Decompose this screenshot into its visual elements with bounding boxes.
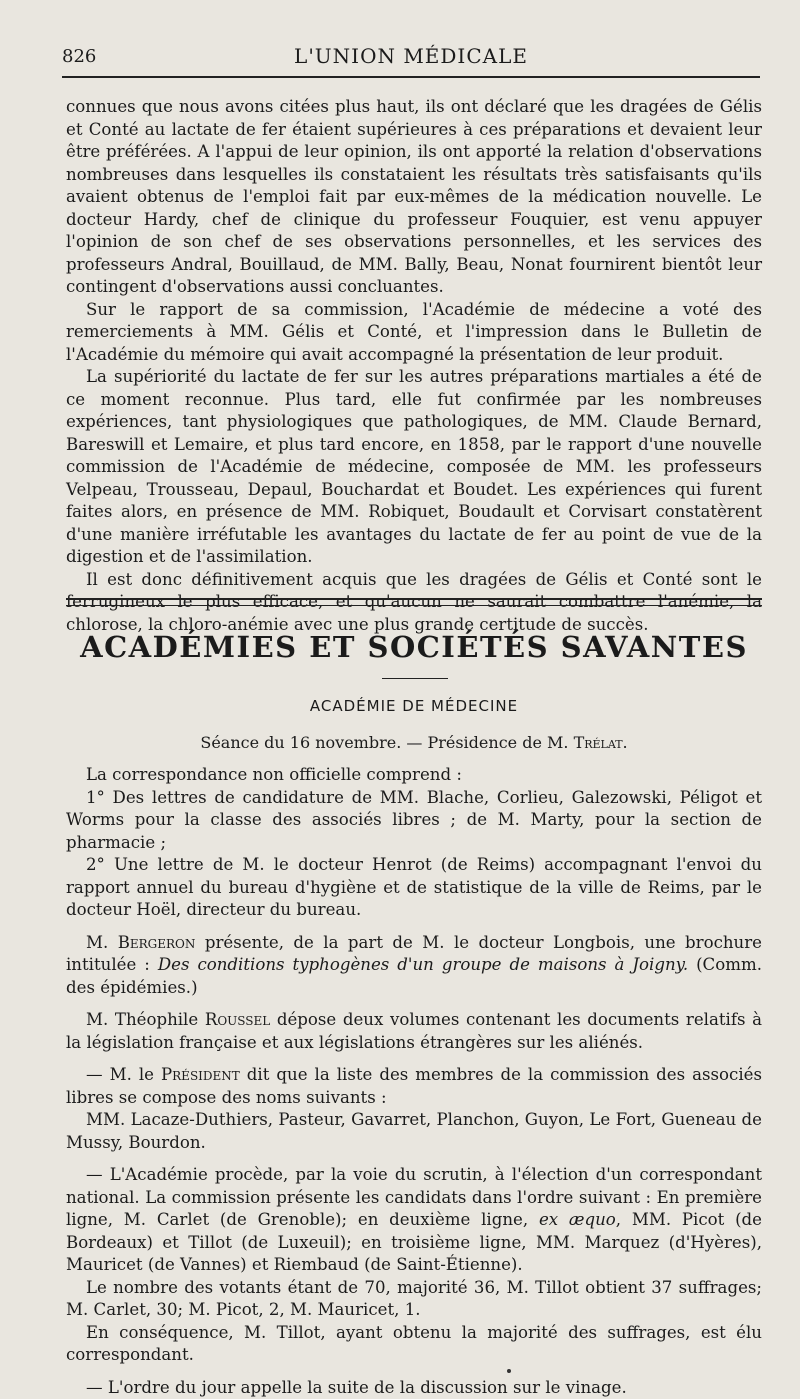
text-segment: dépose deux volumes contenant les documents relatifs à la législation française et aux législations étrangères sur les aliénés.	[66, 1010, 762, 1052]
person-name: Roussel	[205, 1010, 270, 1029]
paragraph: MM. Lacaze-Duthiers, Pasteur, Gavarret, Planchon, Guyon, Le Fort, Gueneau de Mussy, Bourdon.	[66, 1109, 762, 1154]
paragraph: Le nombre des votants étant de 70, majorité 36, M. Tillot obtient 37 suffrages; M. Carlet, 30; M. Picot, 2, M. Mauricet, 1.	[66, 1277, 762, 1322]
running-head: L'UNION MÉDICALE	[62, 44, 760, 68]
section-divider	[66, 598, 762, 606]
paragraph	[66, 1064, 762, 1109]
session-prefix: Séance du 16 novembre. — Présidence de M.	[200, 733, 568, 752]
text-segment: , MM. Picot (de Bordeaux) et Tillot (de Luxeuil); en troisième ligne, MM. Marquez (d'Hyères), Mauricet (de Vannes) et Riembaud (de Saint-Étienne).	[66, 1210, 762, 1274]
paragraph: connues que nous avons citées plus haut, ils ont déclaré que les dragées de Gélis et Conté au lactate de fer étaient supérieures à ces préparations et devaient leur être préférées. A l'appui de leur opinion, ils ont apporté la relation d'observations nombreuses dans lesquelles ils constataient les résultats très satisfaisants qu'ils avaient obtenus de l'emploi fait par eux-mêmes de la médication nouvelle. Le docteur Hardy, chef de clinique du professeur Fouquier, est venu appuyer l'opinion de son chef de ses observations personnelles, et les services des professeurs Andral, Bouillaud, de MM. Bally, Beau, Nonat fournirent bientôt leur contingent d'observations aussi concluantes.	[66, 96, 762, 299]
page-number: 826	[62, 46, 96, 67]
title-rule	[382, 678, 448, 679]
text-segment: présente, de la part de M. le docteur Longbois, une brochure intitulée :	[66, 933, 762, 975]
text-segment: M.	[86, 933, 108, 952]
paragraph: En conséquence, M. Tillot, ayant obtenu la majorité des suffrages, est élu correspondant.	[66, 1322, 762, 1367]
session-president: Trélat	[574, 733, 623, 752]
paragraph	[66, 1164, 762, 1277]
paragraph: Sur le rapport de sa commission, l'Académie de médecine a voté des remerciements à MM. Gélis et Conté, et l'impression dans le Bulletin de l'Académie du mémoire qui avait accompagné la présentation de leur produit.	[66, 299, 762, 367]
text-segment: — M. le	[86, 1065, 154, 1084]
advertisement-text	[66, 96, 762, 636]
title-name: Président	[161, 1065, 240, 1084]
brochure-title: Des conditions typhogènes d'un groupe de maisons à Joigny.	[158, 955, 688, 974]
text-segment: dit que la liste des membres de la commission des associés libres se compose des noms suivants :	[66, 1065, 762, 1107]
person-name: Bergeron	[118, 933, 196, 952]
session-suffix: .	[623, 733, 628, 752]
paragraph: Il est donc définitivement acquis que les dragées de Gélis et Conté sont le ferrugineux le plus efficace, et qu'aucun ne saurait combattre l'anémie, la chlorose, la chloro-anémie avec une plus grande certitude de succès.	[66, 569, 762, 637]
text-segment: M. Théophile	[86, 1010, 198, 1029]
minutes-text	[66, 764, 762, 1399]
subsection-title: ACADÉMIE DE MÉDECINE	[66, 697, 762, 715]
latin-phrase: ex æquo	[539, 1210, 616, 1229]
paragraph: — L'ordre du jour appelle la suite de la discussion sur le vinage.	[66, 1377, 762, 1399]
session-line	[66, 733, 762, 752]
paragraph: La supériorité du lactate de fer sur les autres préparations martiales a été de ce moment reconnue. Plus tard, elle fut confirmée par les nombreuses expériences, tant physiologiques que pathologiques, de MM. Claude Bernard, Bareswill et Lemaire, et plus tard encore, en 1858, par le rapport d'une nouvelle commission de l'Académie de médecine, composée de MM. les professeurs Velpeau, Trousseau, Depaul, Bouchardat et Boudet. Les expériences qui furent faites alors, en présence de MM. Robiquet, Boudault et Corvisart constatèrent d'une manière irréfutable les avantages du lactate de fer au point de vue de la digestion et de l'assimilation.	[66, 366, 762, 569]
paragraph	[66, 932, 762, 1000]
page-header	[62, 38, 760, 78]
paragraph: La correspondance non officielle comprend :	[66, 764, 762, 787]
paragraph: 1° Des lettres de candidature de MM. Blache, Corlieu, Galezowski, Péligot et Worms pour la classe des associés libres ; de M. Marty, pour la section de pharmacie ;	[66, 787, 762, 855]
text-segment: — L'Académie procède, par la voie du scrutin, à l'élection d'un correspondant national. La commission présente les candidats dans l'ordre suivant : En première ligne, M. Carlet (de Grenoble); en deuxième ligne,	[66, 1165, 762, 1229]
paragraph: 2° Une lettre de M. le docteur Henrot (de Reims) accompagnant l'envoi du rapport annuel du bureau d'hygiène et de statistique de la ville de Reims, par le docteur Hoël, directeur du bureau.	[66, 854, 762, 922]
ink-dot	[507, 1369, 511, 1373]
header-rule	[62, 76, 760, 78]
section-title: ACADÉMIES ET SOCIÉTÉS SAVANTES	[66, 630, 762, 664]
paragraph	[66, 1009, 762, 1054]
text-segment: (Comm. des épidémies.)	[66, 955, 762, 997]
